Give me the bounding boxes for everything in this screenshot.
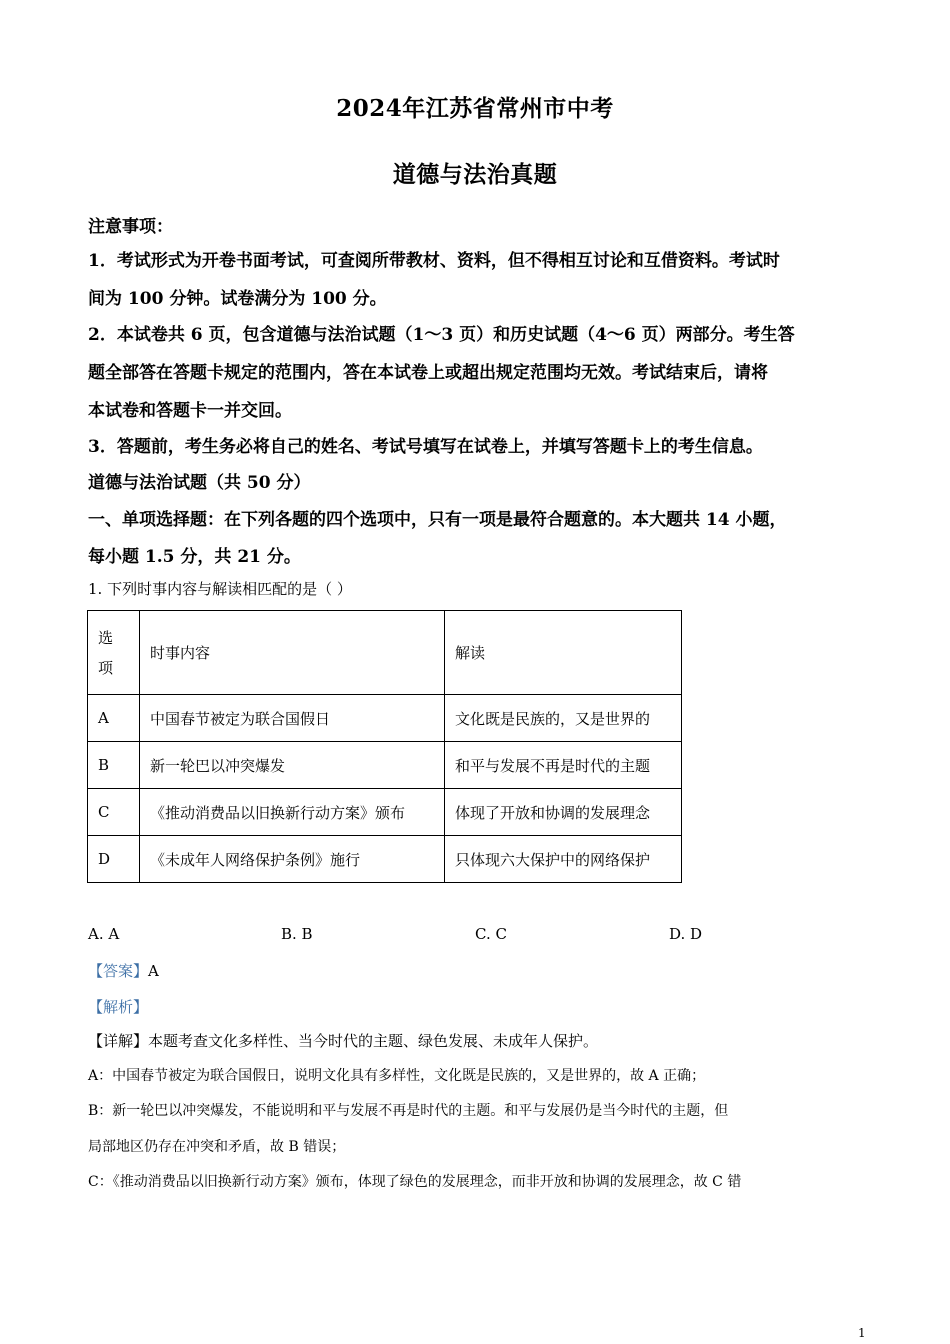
table-cell-content: 《推动消费品以旧换新行动方案》颁布: [140, 789, 445, 836]
table-row: [88, 789, 682, 836]
table-header-cell: 时事内容: [140, 611, 445, 695]
table-header-row: [88, 611, 682, 695]
notes-heading: 注意事项：: [88, 217, 173, 237]
page-number: 1: [858, 1326, 866, 1340]
header-option-char: 选: [98, 628, 114, 647]
table-cell-content: 新一轮巴以冲突爆发: [140, 742, 445, 789]
table-cell-reading: 和平与发展不再是时代的主题: [445, 742, 682, 789]
table-cell-reading: 体现了开放和协调的发展理念: [445, 789, 682, 836]
table-cell-reading: 文化既是民族的，又是世界的: [445, 695, 682, 742]
detail-text: 本题考查文化多样性、当今时代的主题、绿色发展、未成年人保护。: [148, 1032, 599, 1050]
table-cell-option: D: [88, 836, 140, 883]
table-cell-option: C: [88, 789, 140, 836]
option-d: D. D: [669, 925, 703, 943]
exam-title: 2024年江苏省常州市中考: [336, 95, 614, 122]
analysis-line: C：《推动消费品以旧换新行动方案》颁布，体现了绿色的发展理念，而非开放和协调的发展理念，故 C 错: [88, 1174, 742, 1190]
notes-line: 题全部答在答题卡规定的范围内，答在本试卷上或超出规定范围均无效。考试结束后，请将: [88, 363, 768, 383]
answer-line: [88, 960, 159, 981]
header-option-char: 项: [98, 658, 114, 677]
question-table: [87, 610, 682, 883]
notes-line: 本试卷和答题卡一并交回。: [88, 401, 292, 421]
table-row: [88, 742, 682, 789]
table-cell-option: B: [88, 742, 140, 789]
analysis-line: B：新一轮巴以冲突爆发，不能说明和平与发展不再是时代的主题。和平与发展仍是当今时代的主题，但: [88, 1103, 729, 1119]
notes-line: 1．考试形式为开卷书面考试，可查阅所带教材、资料，但不得相互讨论和互借资料。考试时: [88, 251, 780, 271]
table-header-cell: [88, 611, 140, 695]
analysis-line: 局部地区仍存在冲突和矛盾，故 B 错误；: [88, 1139, 346, 1155]
table-cell-content: 《未成年人网络保护条例》施行: [140, 836, 445, 883]
detail-line: [88, 1030, 598, 1051]
notes-line: 3．答题前，考生务必将自己的姓名、考试号填写在试卷上，并填写答题卡上的考生信息。: [88, 437, 763, 457]
part-instructions: 一、单项选择题：在下列各题的四个选项中，只有一项是最符合题意的。本大题共 14 小题，: [88, 510, 787, 530]
table-header-cell: 解读: [445, 611, 682, 695]
table-row: [88, 836, 682, 883]
answer-label: 【答案】: [88, 962, 149, 980]
analysis-line: A：中国春节被定为联合国假日，说明文化具有多样性，文化既是民族的，又是世界的，故 A 正确；: [88, 1068, 706, 1084]
table-row: [88, 695, 682, 742]
table-cell-option: A: [88, 695, 140, 742]
option-b: B. B: [281, 925, 313, 943]
answer-value: A: [148, 962, 159, 980]
question-stem: 1. 下列时事内容与解读相匹配的是（ ）: [88, 580, 352, 598]
exam-subtitle: 道德与法治真题: [392, 161, 558, 188]
part-instructions: 每小题 1.5 分，共 21 分。: [88, 547, 301, 567]
option-c: C. C: [475, 925, 507, 943]
notes-line: 间为 100 分钟。试卷满分为 100 分。: [88, 289, 387, 309]
table-cell-content: 中国春节被定为联合国假日: [140, 695, 445, 742]
analysis-label: 【解析】: [88, 998, 149, 1016]
detail-label: 【详解】: [88, 1032, 149, 1050]
option-a: A. A: [88, 925, 120, 943]
notes-line: 2．本试卷共 6 页，包含道德与法治试题（1～3 页）和历史试题（4～6 页）两部分。考生答: [88, 325, 795, 345]
section-title: 道德与法治试题（共 50 分）: [88, 473, 311, 493]
table-cell-reading: 只体现六大保护中的网络保护: [445, 836, 682, 883]
